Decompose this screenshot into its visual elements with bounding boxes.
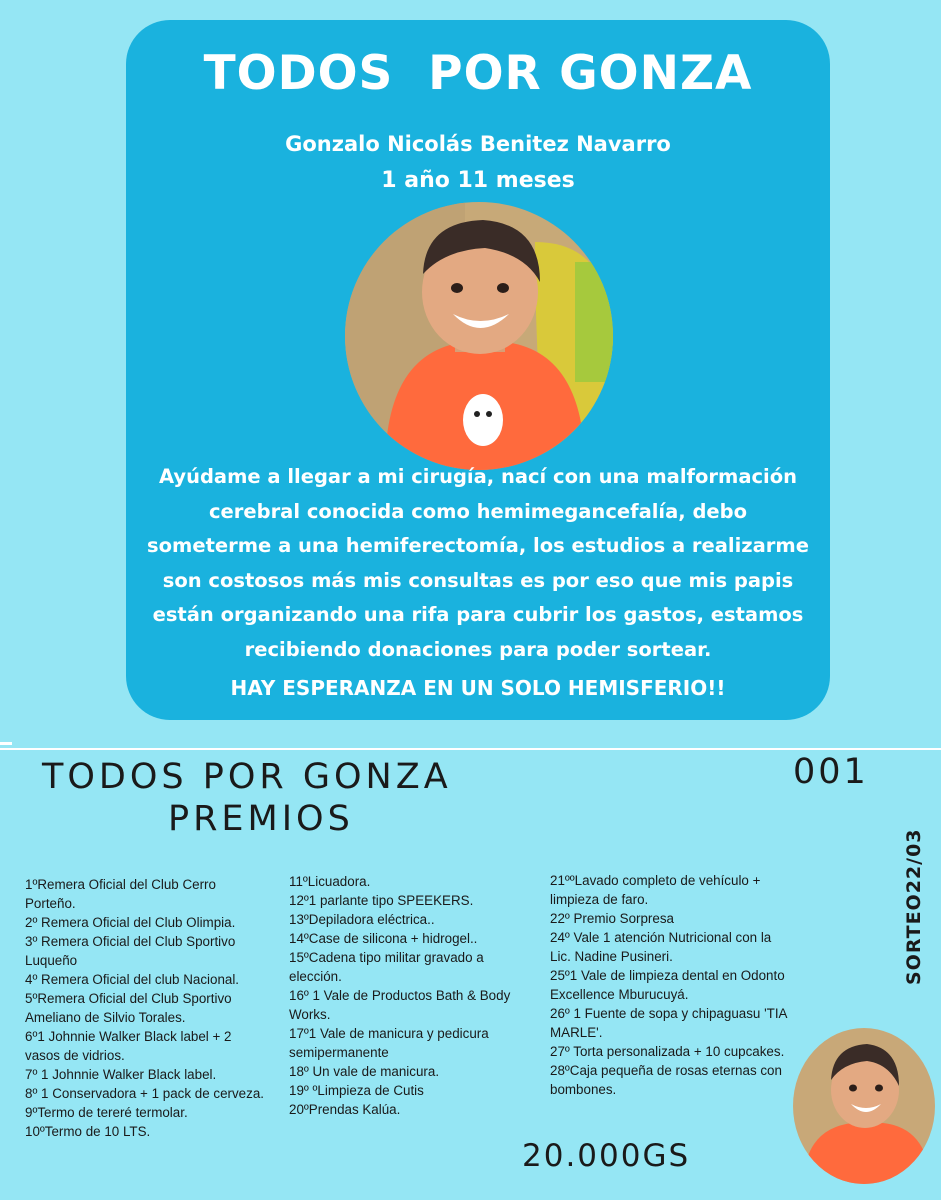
prize-item: 25º1 Vale de limpieza dental en Odonto Excellence Mburucuyá.	[550, 968, 785, 1002]
child-age: 1 año 11 meses	[381, 168, 575, 193]
prize-item: 15ºCadena tipo militar gravado a elección.	[289, 950, 484, 984]
prize-item: 22º Premio Sorpresa	[550, 911, 674, 926]
prize-item: 3º Remera Oficial del Club Sportivo Luqueño	[25, 934, 236, 968]
raffle-subtitle: PREMIOS	[168, 799, 354, 839]
description-text: Ayúdame a llegar a mi cirugía, nací con una malformación cerebral conocida como hemimegancefalía, debo someterme a una hemiferectomía, los estudios a realizarme son costosos más mis consultas es por eso que mis papis están organizando una rifa para cubrir los gastos, estamos recibiendo donaciones para poder sortear.	[147, 465, 809, 661]
prize-item: 16º 1 Vale de Productos Bath & Body Works.	[289, 988, 511, 1022]
prize-item: 5ºRemera Oficial del Club Sportivo Ameliano de Silvio Torales.	[25, 991, 232, 1025]
card-title: TODOS POR GONZA	[203, 46, 753, 101]
prize-list-3	[550, 871, 790, 1099]
prize-item: 28ºCaja pequeña de rosas eternas con bombones.	[550, 1063, 782, 1097]
prize-item: 2º Remera Oficial del Club Olimpia.	[25, 915, 236, 930]
prize-item: 18º Un vale de manicura.	[289, 1064, 440, 1079]
prize-item: 10ºTermo de 10 LTS.	[25, 1124, 151, 1139]
prize-item: 27º Torta personalizada + 10 cupcakes.	[550, 1044, 785, 1059]
prize-item: 19º ºLimpieza de Cutis	[289, 1083, 424, 1098]
ticket-number: 001	[793, 752, 869, 792]
prize-item: 26º 1 Fuente de sopa y chipaguasu 'TIA MARLE'.	[550, 1006, 787, 1040]
prize-list-2	[289, 872, 529, 1119]
raffle-title: TODOS POR GONZA	[42, 757, 452, 797]
prize-item: 6º1 Johnnie Walker Black label + 2 vasos de vidrios.	[25, 1029, 232, 1063]
prize-item: 7º 1 Johnnie Walker Black label.	[25, 1067, 217, 1082]
prize-item: 1ºRemera Oficial del Club Cerro Porteño.	[25, 877, 216, 911]
info-card	[126, 20, 830, 720]
prize-item: 20ºPrendas Kalúa.	[289, 1102, 401, 1117]
prize-item: 11ºLicuadora.	[289, 874, 371, 889]
divider-tick	[0, 742, 12, 745]
child-photo	[345, 202, 613, 470]
sorteo-date: SORTEO22/03	[903, 828, 925, 985]
prize-item: 12º1 parlante tipo SPEEKERS.	[289, 893, 474, 908]
section-divider	[0, 748, 941, 750]
prize-item: 21ººLavado completo de vehículo + limpieza de faro.	[550, 873, 761, 907]
prize-item: 4º Remera Oficial del club Nacional.	[25, 972, 240, 987]
prize-item: 8º 1 Conservadora + 1 pack de cerveza.	[25, 1086, 264, 1101]
child-name: Gonzalo Nicolás Benitez Navarro	[285, 132, 671, 156]
child-photo-small	[793, 1028, 935, 1184]
prize-item: 17º1 Vale de manicura y pedicura semipermanente	[289, 1026, 489, 1060]
prize-item: 13ºDepiladora eléctrica..	[289, 912, 435, 927]
prize-list-1	[25, 875, 265, 1141]
prize-item: 9ºTermo de tereré termolar.	[25, 1105, 188, 1120]
prize-item: 14ºCase de silicona + hidrogel..	[289, 931, 478, 946]
raffle-price: 20.000GS	[522, 1138, 691, 1174]
hope-slogan: HAY ESPERANZA EN UN SOLO HEMISFERIO!!	[230, 676, 726, 700]
prize-item: 24º Vale 1 atención Nutricional con la Lic. Nadine Pusineri.	[550, 930, 772, 964]
